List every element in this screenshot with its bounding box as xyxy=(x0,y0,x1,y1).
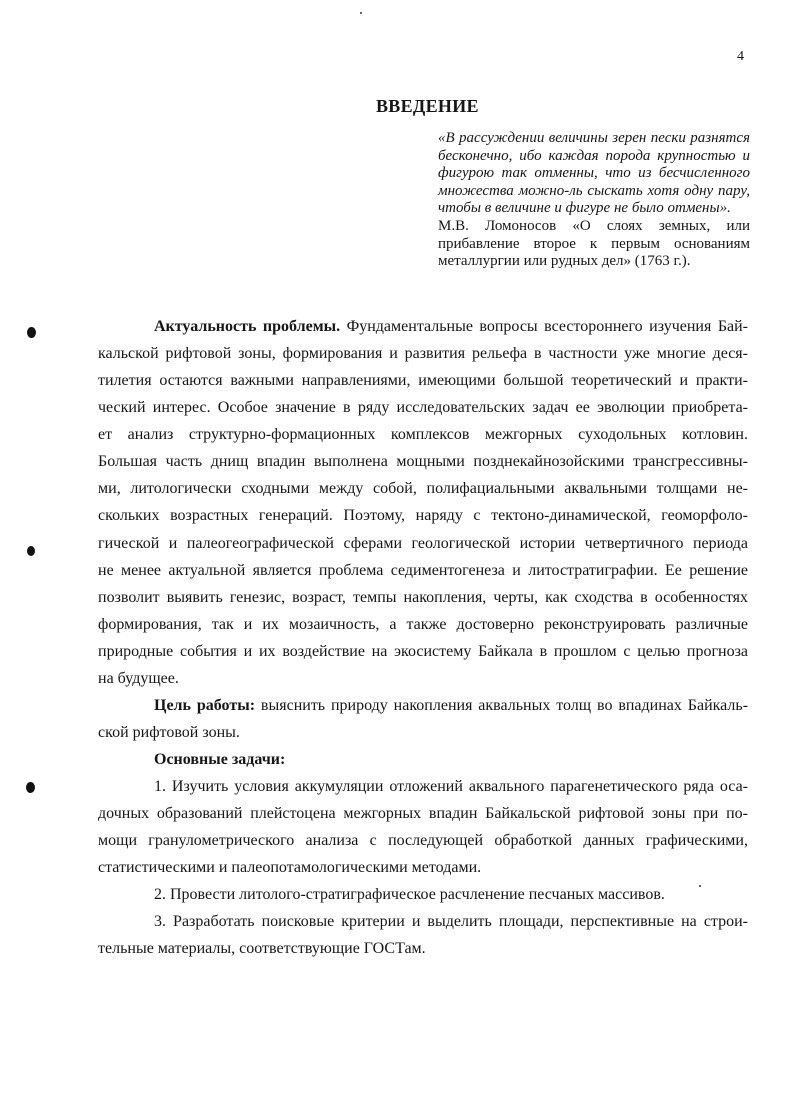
text-line: гической и палеогеографической сферами геологической истории четвертичного периода xyxy=(98,535,748,552)
text-line: не менее актуальной является проблема седиментогенеза и литостратиграфии. Ее решение xyxy=(98,562,748,579)
text-line: ской рифтовой зоны. xyxy=(98,724,240,741)
text-line: 2. Провести литолого-стратиграфическое расчленение песчаных массивов. xyxy=(154,886,665,903)
text-line: ет анализ структурно-формационных комплексов межгорных суходольных котловин. xyxy=(98,426,748,443)
epigraph-quote: «В рассуждении величины зерен пески разнятся бесконечно, ибо каждая порода крупностью и фигурою так отменны, что из бесчисленного множества можно-ль сыскать хотя одну пару, чтобы в величине и фигуре не было отмены». xyxy=(438,130,750,217)
text-line: тилетия остаются важными направлениями, имеющими большой теоретический и практи- xyxy=(98,372,748,389)
text-line: дочных образований плейстоцена межгорных впадин Байкальской рифтовой зоны при по- xyxy=(98,805,748,822)
text-line: кальской рифтовой зоны, формирования и развития рельефа в частности уже многие деся- xyxy=(98,345,748,362)
goal-heading: Цель работы: xyxy=(154,697,256,714)
text-line: позволит выявить генезис, возраст, темпы накопления, черты, как сходства в особенностях xyxy=(98,589,748,606)
scan-speck xyxy=(699,885,701,887)
text-line: Актуальность проблемы. Фундаментальные вопросы всестороннего изучения Бай- xyxy=(154,318,748,335)
text-line: 1. Изучить условия аккумуляции отложений аквального парагенетического ряда оса- xyxy=(154,778,748,795)
text-line: тельные материалы, соответствующие ГОСТам. xyxy=(98,940,426,957)
text-line: ми, литологически сходными между собой, полифациальными аквальными толщами не- xyxy=(98,480,748,497)
text-line: 3. Разработать поисковые критерии и выделить площади, перспективные на строи- xyxy=(154,913,748,930)
text-line: Большая часть днищ впадин выполнена мощными позднекайнозойскими трансгрессивны- xyxy=(98,453,748,470)
text-line: на будущее. xyxy=(98,670,179,687)
relevance-heading: Актуальность проблемы. xyxy=(154,318,341,335)
binder-hole-mark xyxy=(27,327,36,338)
section-title: ВВЕДЕНИЕ xyxy=(376,96,479,116)
binder-hole-mark xyxy=(26,782,35,793)
text-line: скольких возрастных генераций. Поэтому, наряду с тектоно-динамической, геоморфоло- xyxy=(98,507,748,524)
text-line: природные события и их воздействие на экосистему Байкала в прошлом с целью прогноза xyxy=(98,643,748,660)
page-number: 4 xyxy=(737,49,744,64)
text-line: ческий интерес. Особое значение в ряду исследовательских задач ее эволюции приобрета- xyxy=(98,399,748,416)
text-line: Цель работы: выяснить природу накопления аквальных толщ во впадинах Байкаль- xyxy=(154,697,749,714)
epigraph xyxy=(438,130,750,271)
text-line: формирования, так и их мозаичность, а также достоверно реконструировать различные xyxy=(98,616,748,633)
scan-speck xyxy=(360,12,362,14)
text-line: мощи гранулометрического анализа с последующей обработкой данных графическими, xyxy=(98,832,748,849)
binder-hole-mark xyxy=(27,546,35,556)
epigraph-attribution: М.В. Ломоносов «О слоях земных, или прибавление второе к первым основаниям металлургии или рудных дел» (1763 г.). xyxy=(438,217,750,270)
tasks-heading: Основные задачи: xyxy=(154,751,286,768)
text-line: статистическими и палеопотамологическими методами. xyxy=(98,859,482,876)
